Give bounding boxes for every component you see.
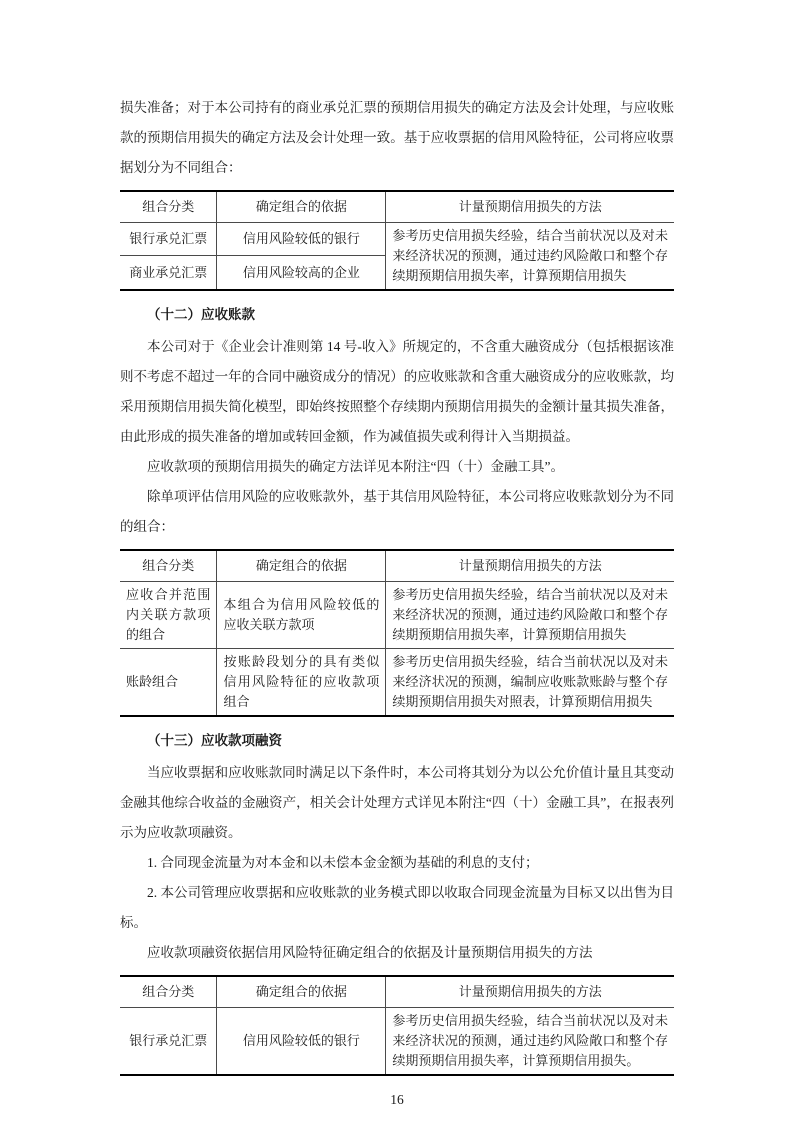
header-cell-portfolio-category: 组合分类 xyxy=(120,976,217,1008)
cell-basis: 信用风险较低的银行 xyxy=(217,1008,386,1076)
cell-method: 参考历史信用损失经验，结合当前状况以及对未来经济状况的预测，编制应收账款账龄与整个存续期预期信用损失对照表，计算预期信用损失 xyxy=(386,649,674,717)
list-item-condition-2: 2. 本公司管理应收票据和应收账款的业务模式即以收取合同现金流量为目标又以出售为目标。 xyxy=(120,885,674,930)
table-header-row xyxy=(120,191,674,223)
paragraph-section12-policy: 本公司对于《企业会计准则第 14 号-收入》所规定的，不含重大融资成分（包括根据该准则不考虑不超过一年的合同中融资成分的情况）的应收账款和含重大融资成分的应收账款，均采用预期信用损失简化模型，即始终按照整个存续期内预期信用损失的金额计量其损失准备，由此形成的损失准备的增加或转回金额，作为减值损失或利得计入当期损益。 xyxy=(120,339,674,444)
table-row xyxy=(120,649,674,717)
paragraph-section13-policy: 当应收票据和应收账款同时满足以下条件时，本公司将其划分为以公允价值计量且其变动金融其他综合收益的金融资产，相关会计处理方式详见本附注“四（十）金融工具”，在报表列示为应收款项融资。 xyxy=(120,765,674,840)
cell-category: 账龄组合 xyxy=(120,649,217,717)
table-row xyxy=(120,582,674,649)
header-cell-portfolio-basis: 确定组合的依据 xyxy=(217,550,386,582)
cell-method-shared: 参考历史信用损失经验，结合当前状况以及对未来经济状况的预测，通过违约风险敞口和整个存续期预期信用损失率，计算预期信用损失 xyxy=(386,223,674,291)
paragraph-section13-table-intro: 应收款项融资依据信用风险特征确定组合的依据及计量预期信用损失的方法 xyxy=(147,945,593,960)
header-cell-ecl-method: 计量预期信用损失的方法 xyxy=(386,550,674,582)
cell-basis: 按账龄段划分的具有类似信用风险特征的应收款项组合 xyxy=(217,649,386,717)
cell-basis: 本组合为信用风险较低的应收关联方款项 xyxy=(217,582,386,649)
list-item-condition-1: 1. 合同现金流量为对本金和以未偿本金金额为基础的利息的支付； xyxy=(147,855,539,870)
table-header-row xyxy=(120,550,674,582)
header-cell-portfolio-category: 组合分类 xyxy=(120,550,217,582)
cell-method: 参考历史信用损失经验，结合当前状况以及对未来经济状况的预测，通过违约风险敞口和整个存续期预期信用损失率，计算预期信用损失 xyxy=(386,582,674,649)
cell-basis: 信用风险较低的银行 xyxy=(217,223,386,256)
cell-category: 银行承兑汇票 xyxy=(120,223,217,256)
paragraph-section12-reference: 应收款项的预期信用损失的确定方法详见本附注“四（十）金融工具”。 xyxy=(147,459,564,474)
receivables-financing-portfolio-table xyxy=(120,975,674,1076)
cell-basis: 信用风险较高的企业 xyxy=(217,256,386,290)
header-cell-portfolio-basis: 确定组合的依据 xyxy=(217,976,386,1008)
accounts-receivable-portfolio-table xyxy=(120,549,674,717)
section-heading-12: （十二）应收账款 xyxy=(147,307,255,322)
section-heading-13: （十三）应收款项融资 xyxy=(147,733,282,748)
notes-receivable-portfolio-table xyxy=(120,190,674,291)
header-cell-portfolio-category: 组合分类 xyxy=(120,191,217,223)
header-cell-portfolio-basis: 确定组合的依据 xyxy=(217,191,386,223)
header-cell-ecl-method: 计量预期信用损失的方法 xyxy=(386,976,674,1008)
cell-category: 银行承兑汇票 xyxy=(120,1008,217,1076)
cell-category: 应收合并范围内关联方款项的组合 xyxy=(120,582,217,649)
header-cell-ecl-method: 计量预期信用损失的方法 xyxy=(386,191,674,223)
cell-method: 参考历史信用损失经验，结合当前状况以及对未来经济状况的预测，通过违约风险敞口和整个存续期预期信用损失率，计算预期信用损失。 xyxy=(386,1008,674,1076)
paragraph-continuation: 损失准备；对于本公司持有的商业承兑汇票的预期信用损失的确定方法及会计处理，与应收账款的预期信用损失的确定方法及会计处理一致。基于应收票据的信用风险特征，公司将应收票据划分为不同组合： xyxy=(120,100,674,175)
page-number: 16 xyxy=(390,1092,404,1107)
table-row xyxy=(120,1008,674,1076)
paragraph-section12-grouping: 除单项评估信用风险的应收账款外，基于其信用风险特征，本公司将应收账款划分为不同的组合： xyxy=(120,489,674,534)
table-row xyxy=(120,223,674,256)
table-header-row xyxy=(120,976,674,1008)
cell-category: 商业承兑汇票 xyxy=(120,256,217,290)
